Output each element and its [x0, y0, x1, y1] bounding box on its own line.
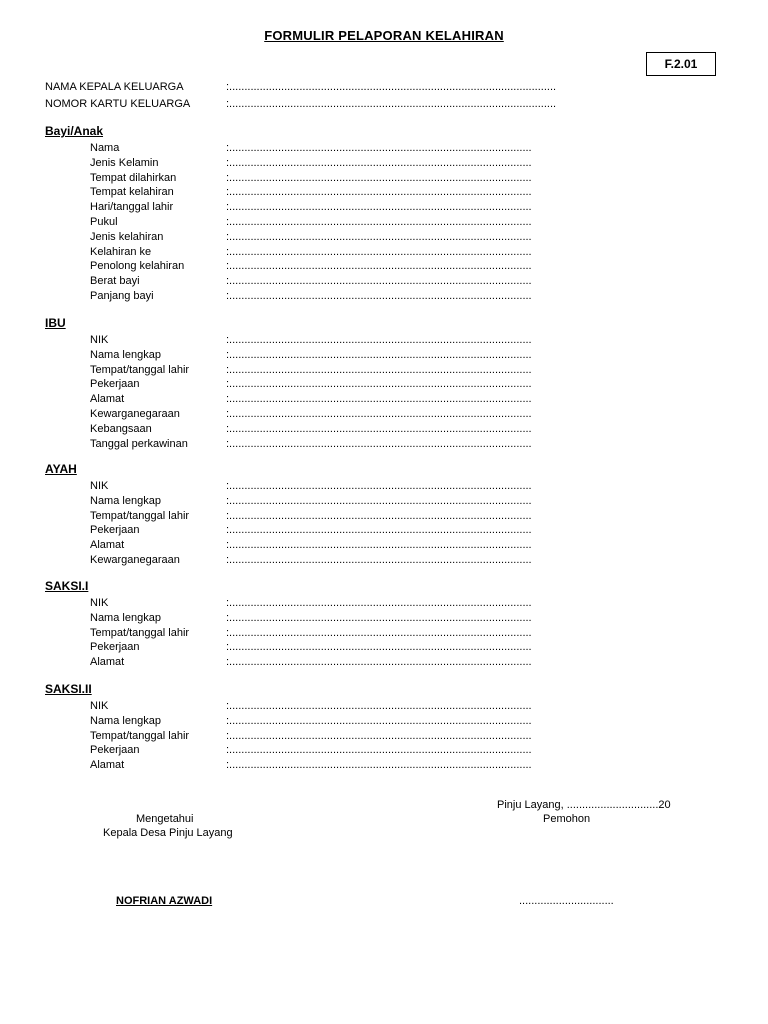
header-field-input-line[interactable]: :........................................................................................................... — [226, 81, 557, 93]
field-input-line[interactable]: :................................................................................................... — [226, 156, 532, 169]
field-label: Pekerjaan — [90, 641, 140, 654]
header-field-label: NOMOR KARTU KELUARGA — [45, 98, 191, 110]
field-input-line[interactable]: :................................................................................................... — [226, 142, 532, 154]
field-label: NIK — [90, 597, 109, 609]
field-label: Alamat — [90, 759, 125, 772]
field-label: NIK — [90, 700, 109, 712]
field-input-line[interactable]: :................................................................................................... — [226, 230, 532, 243]
field-input-line[interactable]: :................................................................................................... — [226, 480, 532, 492]
applicant-label: Pemohon — [543, 813, 591, 825]
field-label: Pekerjaan — [90, 744, 140, 757]
field-label: Alamat — [90, 539, 125, 552]
field-label: Tempat/tanggal lahir — [90, 509, 190, 522]
field-label: Kewarganegaraan — [90, 554, 180, 566]
field-label: Alamat — [90, 656, 125, 669]
field-label: Panjang bayi — [90, 290, 154, 302]
field-input-line[interactable]: :................................................................................................... — [226, 656, 532, 669]
field-label: Pekerjaan — [90, 378, 140, 391]
field-input-line[interactable]: :................................................................................................... — [226, 509, 532, 522]
field-input-line[interactable]: :................................................................................................... — [226, 422, 532, 435]
form-code: F.2.01 — [664, 57, 698, 71]
field-label: Tempat/tanggal lahir — [90, 363, 190, 376]
village-head-title: Kepala Desa Pinju Layang — [103, 827, 233, 839]
field-label: Kebangsaan — [90, 422, 152, 435]
field-label: Jenis Kelamin — [90, 156, 159, 169]
field-label: NIK — [90, 334, 109, 346]
field-input-line[interactable]: :................................................................................................... — [226, 494, 532, 507]
field-input-line[interactable]: :................................................................................................... — [226, 334, 532, 346]
field-label: Nama lengkap — [90, 348, 161, 361]
field-input-line[interactable]: :................................................................................................... — [226, 554, 532, 566]
field-label: Jenis kelahiran — [90, 230, 164, 243]
field-input-line[interactable]: :................................................................................................... — [226, 611, 532, 624]
field-input-line[interactable]: :................................................................................................... — [226, 597, 532, 609]
field-label: Penolong kelahiran — [90, 260, 185, 273]
place-date: Pinju Layang, ..............................20 — [497, 799, 671, 811]
field-input-line[interactable]: :................................................................................................... — [226, 171, 532, 184]
field-input-line[interactable]: :................................................................................................... — [226, 275, 532, 288]
field-input-line[interactable]: :................................................................................................... — [226, 260, 532, 273]
section-title: IBU — [45, 316, 66, 330]
field-label: Berat bayi — [90, 275, 140, 288]
field-input-line[interactable]: :................................................................................................... — [226, 729, 532, 742]
field-label: Pekerjaan — [90, 524, 140, 537]
field-label: Tempat dilahirkan — [90, 171, 177, 184]
field-label: Nama lengkap — [90, 611, 161, 624]
acknowledged-label: Mengetahui — [136, 813, 194, 825]
field-label: Alamat — [90, 393, 125, 406]
section-title: AYAH — [45, 462, 77, 476]
field-label: Tempat kelahiran — [90, 186, 174, 199]
form-title: FORMULIR PELAPORAN KELAHIRAN — [264, 28, 504, 43]
field-input-line[interactable]: :................................................................................................... — [226, 524, 532, 537]
field-label: Nama lengkap — [90, 714, 161, 727]
field-input-line[interactable]: :................................................................................................... — [226, 363, 532, 376]
field-input-line[interactable]: :................................................................................................... — [226, 408, 532, 420]
field-label: NIK — [90, 480, 109, 492]
field-label: Hari/tanggal lahir — [90, 201, 174, 214]
field-input-line[interactable]: :................................................................................................... — [226, 348, 532, 361]
field-label: Nama lengkap — [90, 494, 161, 507]
field-input-line[interactable]: :................................................................................................... — [226, 201, 532, 214]
field-input-line[interactable]: :................................................................................................... — [226, 700, 532, 712]
header-field-input-line[interactable]: :........................................................................................................... — [226, 98, 557, 110]
field-input-line[interactable]: :................................................................................................... — [226, 216, 532, 228]
section-title: SAKSI.I — [45, 579, 89, 593]
field-label: Tempat/tanggal lahir — [90, 626, 190, 639]
field-input-line[interactable]: :................................................................................................... — [226, 539, 532, 552]
section-title: Bayi/Anak — [45, 124, 104, 138]
field-input-line[interactable]: :................................................................................................... — [226, 759, 532, 772]
header-field-label: NAMA KEPALA KELUARGA — [45, 81, 184, 93]
section-title: SAKSI.II — [45, 682, 92, 696]
field-input-line[interactable]: :................................................................................................... — [226, 186, 532, 199]
field-input-line[interactable]: :................................................................................................... — [226, 641, 532, 654]
field-label: Pukul — [90, 216, 118, 228]
field-label: Nama — [90, 142, 120, 154]
field-input-line[interactable]: :................................................................................................... — [226, 290, 532, 302]
field-input-line[interactable]: :................................................................................................... — [226, 714, 532, 727]
form-code-box — [646, 52, 716, 76]
field-label: Kewarganegaraan — [90, 408, 180, 420]
field-label: Tempat/tanggal lahir — [90, 729, 190, 742]
field-input-line[interactable]: :................................................................................................... — [226, 744, 532, 757]
village-head-name: NOFRIAN AZWADI — [116, 895, 213, 907]
field-input-line[interactable]: :................................................................................................... — [226, 378, 532, 391]
field-input-line[interactable]: :................................................................................................... — [226, 626, 532, 639]
field-input-line[interactable]: :................................................................................................... — [226, 393, 532, 406]
field-label: Tanggal perkawinan — [90, 437, 188, 450]
field-input-line[interactable]: :................................................................................................... — [226, 437, 532, 450]
field-input-line[interactable]: :................................................................................................... — [226, 245, 532, 258]
applicant-signature-line: ............................... — [519, 895, 614, 907]
field-label: Kelahiran ke — [90, 245, 152, 258]
